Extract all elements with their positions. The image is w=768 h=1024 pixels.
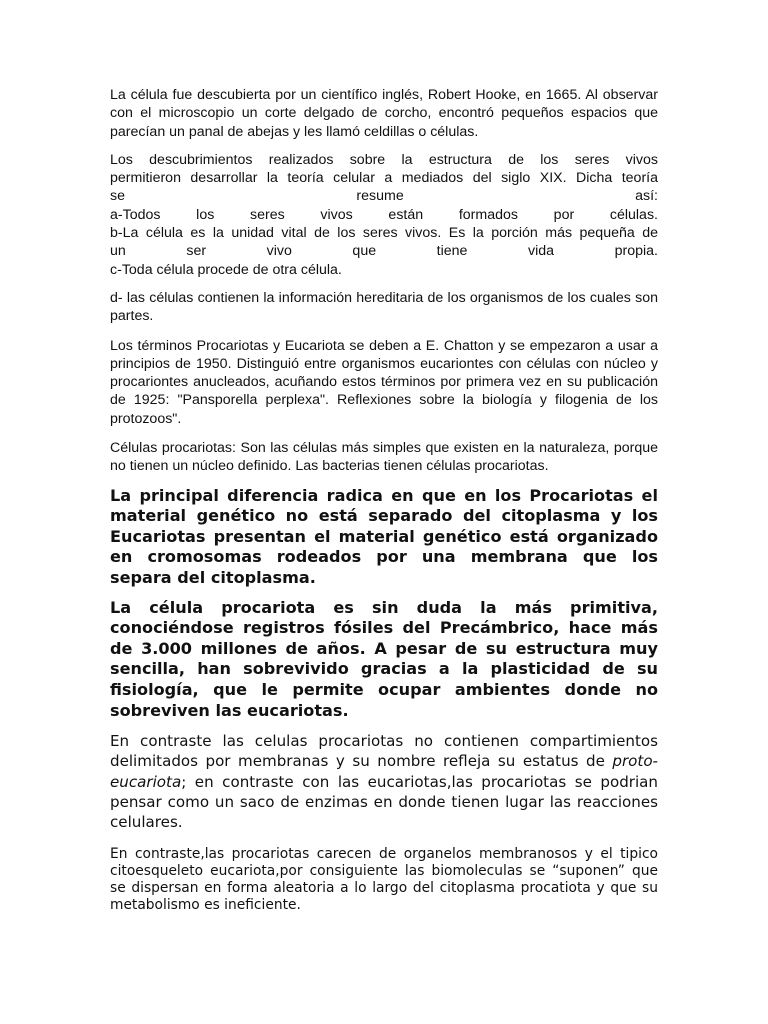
paragraph-primitive-cell: La célula procariota es sin duda la más primitiva, conociéndose registros fósiles del Precámbrico, hace más de 3.000 millones de años. A pesar de su estructura muy sencilla, han sobrevivido gracias a la plasticidad de su fisiología, que le permite ocupar ambientes donde no sobreviven las eucariotas. (110, 597, 658, 720)
paragraph-cell-theory (110, 151, 658, 279)
paragraph-main-difference: La principal diferencia radica en que en los Procariotas el material genético no está separado del citoplasma y los Eucariotas presentan el material genético está organizado en cromosomas rodeados por una membrana que los separa del citoplasma. (110, 485, 658, 588)
cell-theory-line: b-La célula es la unidad vital de los seres vivos. Es la porción más pequeña de (110, 225, 658, 242)
proto-eucariota-term: proto-eucariota (110, 752, 658, 791)
cell-theory-line: permitieron desarrollar la teoría celular a mediados del siglo XIX. Dicha teoría (110, 170, 658, 187)
paragraph-prokaryotic-cells: Células procariotas: Son las células más simples que existen en la naturaleza, porque no tienen un núcleo definido. Las bacterias tienen células procariotas. (110, 440, 658, 475)
cell-theory-line: Los descubrimientos realizados sobre la estructura de los seres vivos (110, 151, 658, 168)
cell-theory-line: se resume así: (110, 188, 658, 205)
paragraph-hereditary-info: d- las células contienen la información hereditaria de los organismos de los cuales son partes. (110, 289, 658, 325)
cell-theory-line: a-Todos los seres vivos están formados por células. (110, 206, 658, 223)
compartments-text-before: En contraste las celulas procariotas no contienen compartimientos delimitados por membranas y su nombre refleja su estatus de (110, 732, 658, 771)
cell-theory-line: un ser vivo que tiene vida propia. (110, 243, 658, 260)
document-page (110, 86, 658, 914)
compartments-text-after: ; en contraste con las eucariotas,las procariotas se podrian pensar como un saco de enzimas en donde tienen lugar las reacciones celulares. (110, 772, 658, 831)
paragraph-hooke: La célula fue descubierta por un científico inglés, Robert Hooke, en 1665. Al observar con el microscopio un corte delgado de corcho, encontró pequeños espacios que parecían un panal de abejas y les llamó celdillas o células. (110, 87, 658, 140)
paragraph-organelles: En contraste,las procariotas carecen de organelos membranosos y el tipico citoesqueleto eucariota,por consiguiente las biomoleculas se “suponen” que se dispersan en forma aleatoria a lo largo del citoplasma procatiota y que su metabolismo es ineficiente. (110, 846, 658, 914)
cell-theory-line: c-Toda célula procede de otra célula. (110, 261, 342, 278)
paragraph-compartments (110, 731, 658, 832)
paragraph-chatton: Los términos Procariotas y Eucariota se deben a E. Chatton y se empezaron a usar a principios de 1950. Distinguió entre organismos eucariontes con células con núcleo y procariontes anucleados, acuñando estos términos por primera vez en su publicación de 1925: "Pansporella perplexa". Reflexiones sobre la biología y filogenia de los protozoos". (110, 337, 658, 427)
